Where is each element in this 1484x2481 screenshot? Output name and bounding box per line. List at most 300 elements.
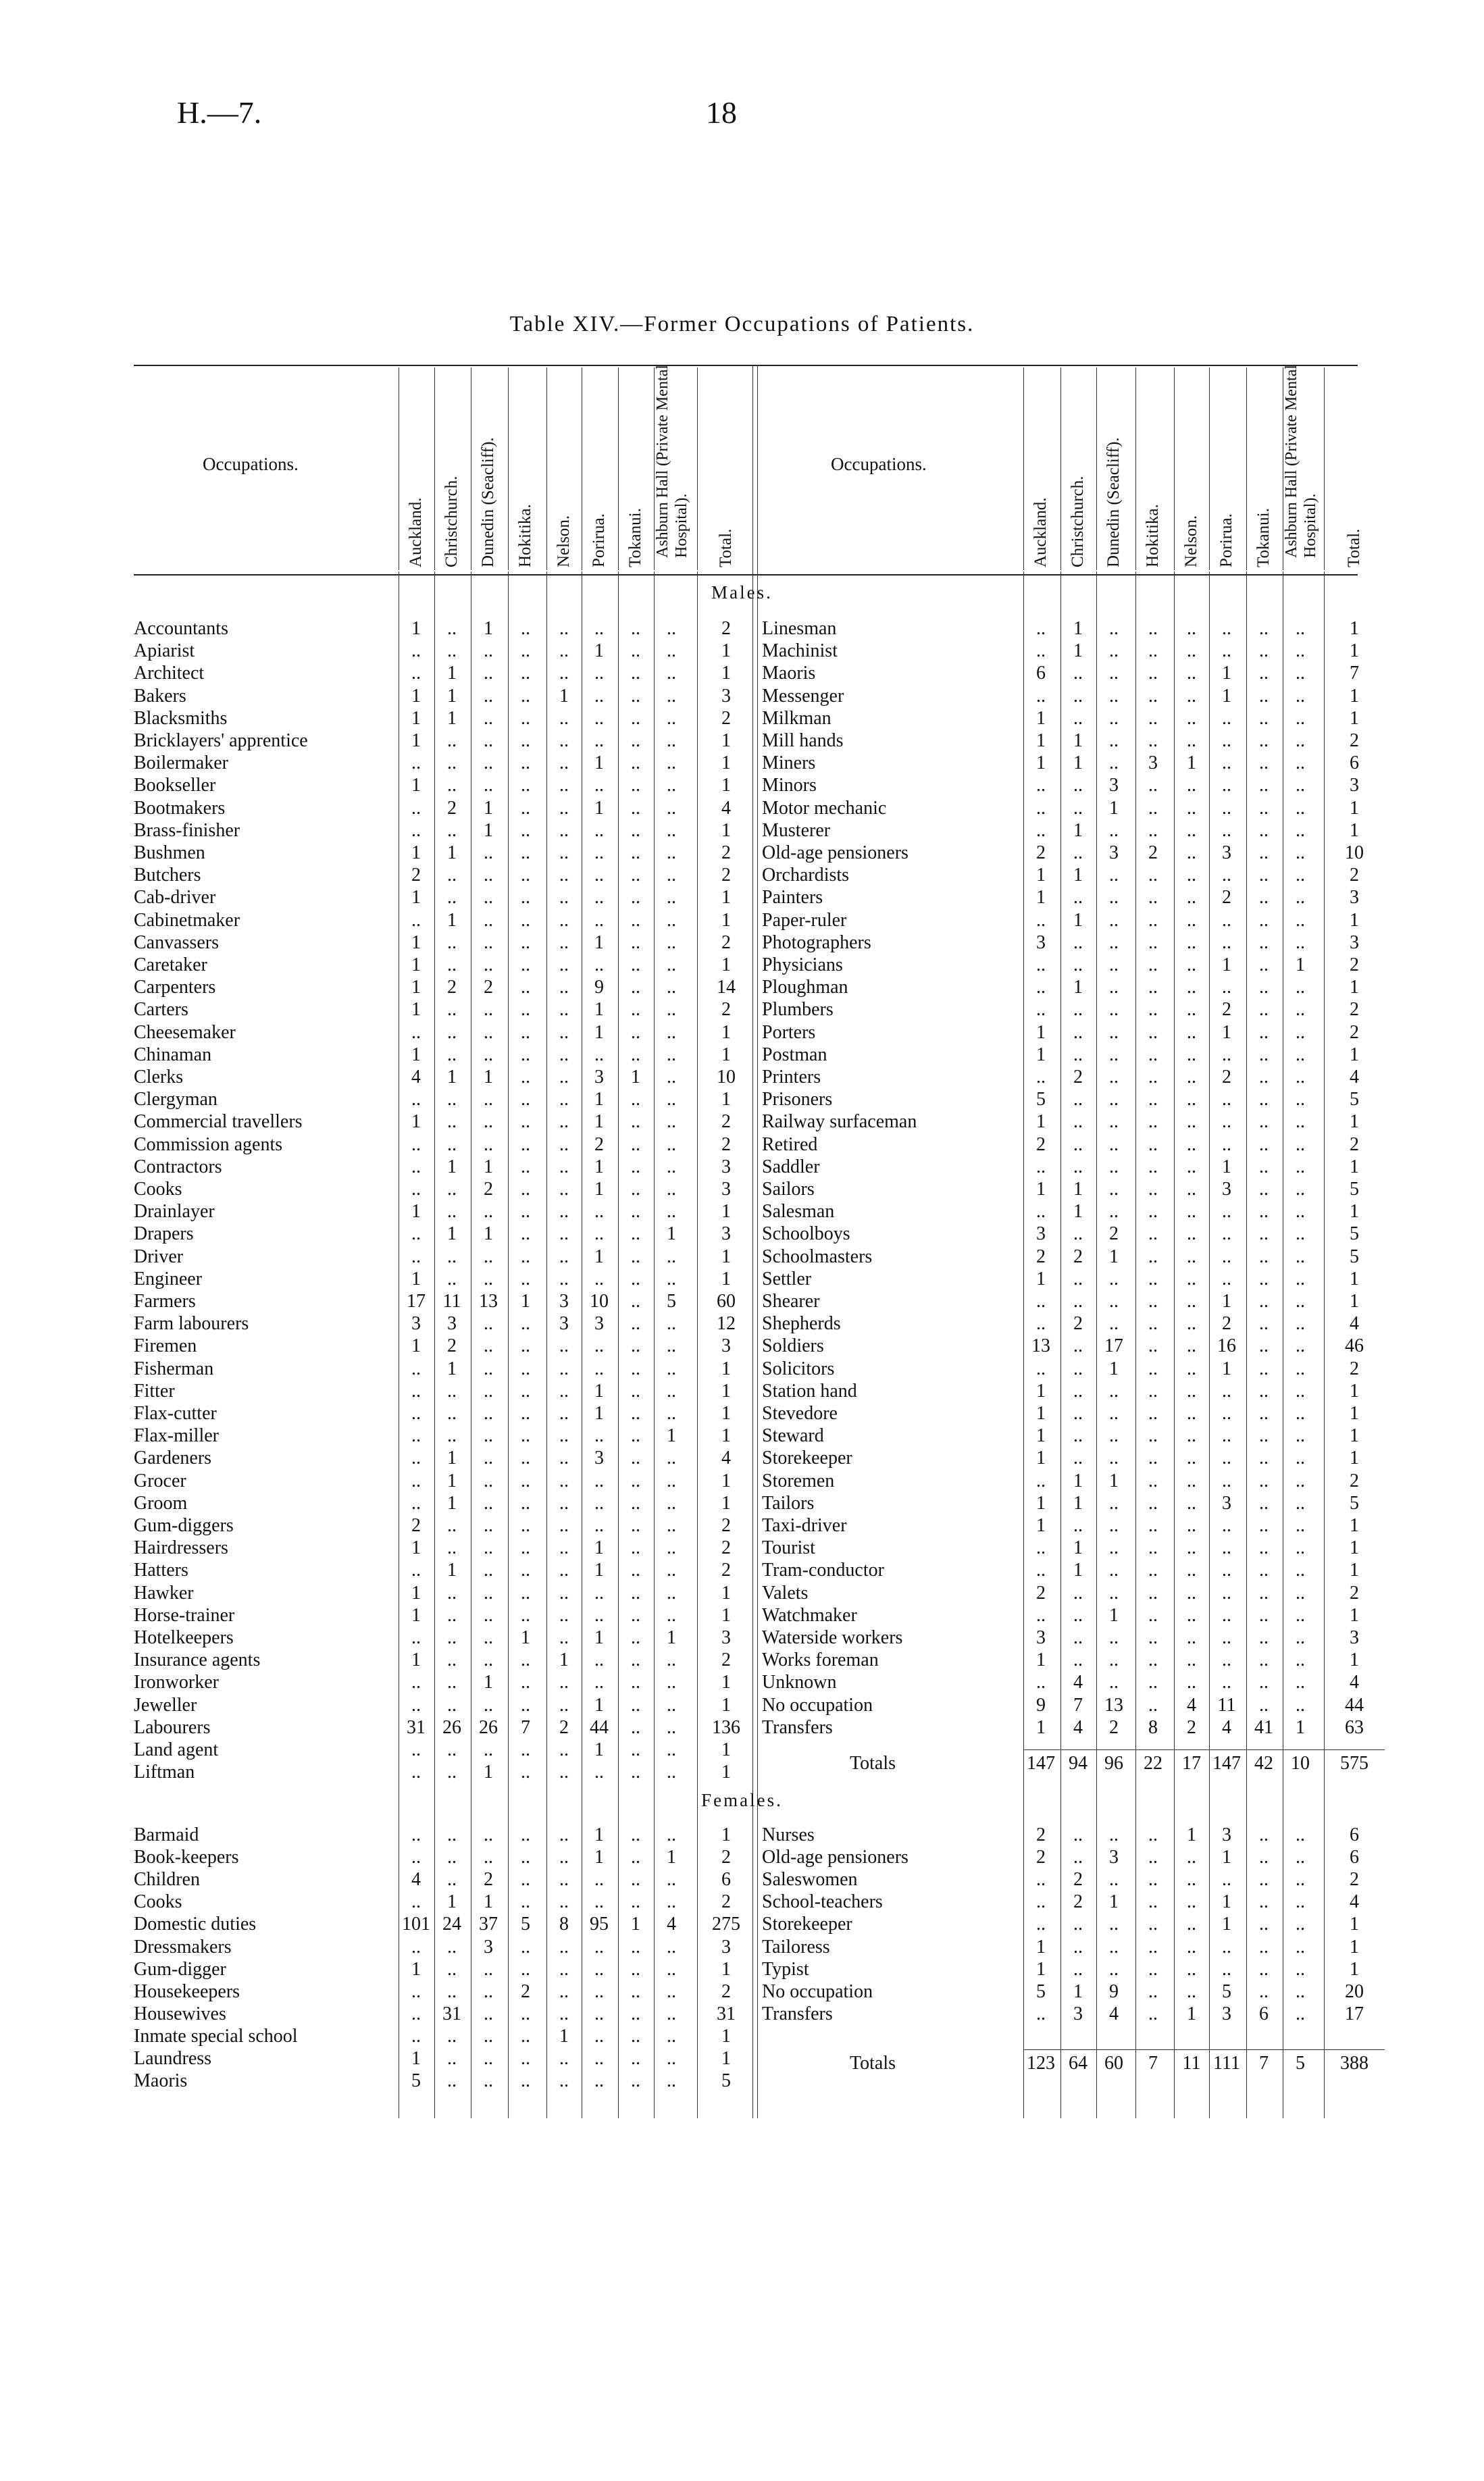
table-cell: 3	[1073, 2003, 1083, 2024]
table-cell: ..	[631, 977, 640, 998]
row-total: 1	[721, 1694, 731, 1716]
table-cell: 1	[1036, 1179, 1046, 1200]
occupations-header-left: Occupations.	[203, 454, 299, 474]
table-cell: ..	[1187, 1089, 1196, 1110]
row-total: 63	[1345, 1716, 1364, 1738]
table-cell: ..	[667, 1380, 676, 1402]
occupation-name: Maoris	[134, 2070, 188, 2092]
table-cell: ..	[1259, 663, 1269, 684]
table-cell: ..	[484, 1089, 493, 1110]
table-cell: ..	[631, 1980, 640, 2002]
table-cell: ..	[631, 2070, 640, 2092]
table-cell: ..	[411, 2003, 421, 2024]
table-cell: ..	[1222, 1425, 1231, 1447]
table-cell: ..	[521, 977, 530, 998]
row-total: 4	[1350, 1313, 1359, 1335]
table-row	[0, 1044, 1484, 1066]
table-cell: ..	[1148, 931, 1158, 953]
table-cell: ..	[631, 1111, 640, 1133]
table-cell: ..	[1187, 977, 1196, 998]
row-total: 1	[1350, 618, 1359, 639]
table-cell: ..	[1148, 865, 1158, 886]
table-cell: ..	[447, 1936, 457, 1958]
table-cell: ..	[411, 1847, 421, 1868]
table-cell: ..	[1073, 1089, 1083, 1110]
table-cell: ..	[1187, 730, 1196, 751]
table-cell: ..	[1296, 1201, 1305, 1223]
table-cell: ..	[484, 1980, 493, 2002]
table-cell: ..	[559, 1223, 569, 1245]
row-total: 4	[721, 797, 731, 819]
occupation-name: Hawker	[134, 1582, 194, 1604]
table-cell: ..	[559, 2003, 569, 2024]
table-cell: ..	[1296, 1604, 1305, 1626]
table-cell: ..	[594, 730, 604, 751]
table-cell: ..	[1296, 1223, 1305, 1245]
table-cell: 1	[411, 1582, 421, 1604]
occupation-name: Paper-ruler	[762, 909, 847, 931]
table-row	[0, 1246, 1484, 1268]
table-cell: ..	[631, 1649, 640, 1671]
table-cell: 1	[484, 1067, 493, 1088]
total-cell: 111	[1213, 2053, 1240, 2074]
table-cell: ..	[1109, 1268, 1119, 1289]
table-cell: ..	[1222, 1223, 1231, 1245]
table-cell: 13	[479, 1291, 498, 1312]
table-cell: ..	[667, 1869, 676, 1891]
table-row	[0, 1980, 1484, 2003]
table-cell: ..	[521, 1335, 530, 1357]
table-cell: ..	[411, 2025, 421, 2047]
occupation-name: Tourist	[762, 1537, 815, 1559]
table-cell: ..	[1073, 1824, 1083, 1845]
table-cell: ..	[594, 1201, 604, 1223]
table-cell: ..	[1109, 1291, 1119, 1312]
table-cell: ..	[594, 1335, 604, 1357]
table-cell: ..	[1148, 797, 1158, 819]
occupation-name: Settler	[762, 1268, 812, 1289]
table-row	[0, 909, 1484, 931]
row-total: 1	[721, 730, 731, 751]
table-cell: 1	[1222, 1021, 1231, 1043]
occupation-name: Boilermaker	[134, 752, 228, 774]
row-total: 3	[721, 1335, 731, 1357]
table-cell: 2	[1222, 887, 1231, 909]
table-cell: ..	[1073, 1604, 1083, 1626]
table-row	[0, 1335, 1484, 1357]
table-cell: ..	[1073, 1914, 1083, 1935]
table-cell: ..	[1148, 2003, 1158, 2024]
table-cell: ..	[484, 2048, 493, 2069]
table-cell: 2	[484, 977, 493, 998]
table-cell: 1	[447, 1067, 457, 1088]
table-cell: 3	[411, 1313, 421, 1335]
table-cell: 1	[411, 954, 421, 975]
occupation-name: Tailoress	[762, 1936, 830, 1958]
table-cell: ..	[1259, 842, 1269, 863]
grand-total: 575	[1340, 1753, 1368, 1774]
table-cell: ..	[1222, 1515, 1231, 1536]
occupation-name: Gum-digger	[134, 1958, 226, 1980]
occupation-name: Painters	[762, 887, 823, 909]
table-cell: ..	[1073, 707, 1083, 729]
table-cell: ..	[1109, 1179, 1119, 1200]
table-cell: ..	[484, 887, 493, 909]
table-cell: 2	[447, 977, 457, 998]
table-cell: ..	[667, 1582, 676, 1604]
table-cell: ..	[667, 1891, 676, 1913]
row-total: 1	[1350, 1291, 1359, 1312]
table-cell: ..	[1222, 1089, 1231, 1110]
table-row	[0, 1358, 1484, 1380]
occupation-name: Accountants	[134, 618, 228, 639]
row-total: 5	[1350, 1089, 1359, 1110]
table-cell: 2	[1187, 1716, 1196, 1738]
table-cell: 6	[1036, 663, 1046, 684]
table-row	[0, 685, 1484, 707]
table-cell: ..	[1073, 1582, 1083, 1604]
table-cell: ..	[1148, 1604, 1158, 1626]
column-header-right	[1324, 367, 1385, 570]
table-cell: 26	[442, 1716, 461, 1738]
table-cell: 5	[667, 1291, 676, 1312]
table-cell: ..	[1148, 1891, 1158, 1913]
total-cell: 94	[1069, 1753, 1088, 1774]
table-cell: ..	[1296, 1958, 1305, 1980]
table-cell: 1	[484, 1672, 493, 1693]
table-cell: ..	[594, 2003, 604, 2024]
table-cell: ..	[484, 1335, 493, 1357]
table-cell: ..	[411, 1021, 421, 1043]
table-cell: ..	[484, 1824, 493, 1845]
table-cell: ..	[1148, 909, 1158, 931]
table-cell: ..	[1073, 1936, 1083, 1958]
row-total: 2	[721, 1891, 731, 1913]
table-cell: 1	[594, 1560, 604, 1581]
table-cell: 1	[1222, 1914, 1231, 1935]
section-label-males: Males.	[711, 582, 773, 603]
table-cell: ..	[1259, 685, 1269, 707]
table-cell: 4	[1222, 1716, 1231, 1738]
table-cell: ..	[667, 865, 676, 886]
table-cell: ..	[1222, 1201, 1231, 1223]
table-cell: ..	[594, 1936, 604, 1958]
column-header-left	[618, 367, 654, 570]
occupation-name: Shepherds	[762, 1313, 841, 1335]
row-total: 1	[1350, 1649, 1359, 1671]
table-cell: ..	[1296, 752, 1305, 774]
table-cell: ..	[631, 1891, 640, 1913]
table-cell: ..	[1148, 1980, 1158, 2002]
row-total: 1	[721, 1246, 731, 1267]
table-cell: ..	[1296, 1403, 1305, 1424]
occupation-name: Cab-driver	[134, 887, 216, 909]
table-cell: ..	[1259, 1111, 1269, 1133]
grand-total: 388	[1340, 2053, 1368, 2074]
table-cell: ..	[1036, 640, 1046, 662]
table-cell: ..	[594, 954, 604, 975]
occupation-name: Schoolboys	[762, 1223, 850, 1245]
table-cell: ..	[1148, 1672, 1158, 1693]
table-cell: 1	[1036, 1492, 1046, 1514]
totals-rule	[1023, 2049, 1385, 2050]
table-cell: ..	[1296, 1847, 1305, 1868]
table-cell: ..	[1109, 1201, 1119, 1223]
table-cell: ..	[559, 752, 569, 774]
table-cell: ..	[484, 1739, 493, 1760]
table-cell: ..	[521, 1268, 530, 1289]
table-cell: ..	[1148, 1067, 1158, 1088]
table-cell: ..	[484, 909, 493, 931]
table-cell: ..	[447, 618, 457, 639]
table-cell: ..	[1148, 1111, 1158, 1133]
table-cell: ..	[1259, 1869, 1269, 1891]
table-cell: ..	[447, 931, 457, 953]
table-cell: ..	[484, 707, 493, 729]
table-cell: ..	[447, 640, 457, 662]
table-row	[0, 931, 1484, 954]
row-total: 4	[1350, 1067, 1359, 1088]
table-cell: ..	[1222, 640, 1231, 662]
table-cell: ..	[447, 1869, 457, 1891]
table-cell: 1	[1073, 865, 1083, 886]
table-cell: ..	[1296, 1869, 1305, 1891]
table-cell: ..	[521, 931, 530, 953]
table-cell: ..	[484, 1560, 493, 1581]
table-cell: 1	[1036, 1448, 1046, 1469]
occupation-name: Barmaid	[134, 1824, 199, 1845]
table-cell: ..	[631, 775, 640, 796]
table-cell: ..	[1222, 931, 1231, 953]
table-cell: 1	[1036, 752, 1046, 774]
column-header-left	[434, 367, 470, 570]
table-cell: 1	[447, 1560, 457, 1581]
occupation-name: Domestic duties	[134, 1914, 257, 1935]
occupation-name: Ploughman	[762, 977, 848, 998]
table-cell: ..	[1296, 842, 1305, 863]
occupation-name: Drainlayer	[134, 1201, 215, 1223]
row-total: 1	[1350, 1380, 1359, 1402]
table-row	[0, 976, 1484, 998]
table-cell: ..	[631, 1958, 640, 1980]
table-row	[0, 1868, 1484, 1891]
table-cell: 4	[411, 1869, 421, 1891]
row-total: 1	[1350, 797, 1359, 819]
table-cell: ..	[411, 1425, 421, 1447]
table-cell: ..	[1148, 1649, 1158, 1671]
table-cell: 1	[411, 1268, 421, 1289]
table-cell: ..	[1036, 954, 1046, 975]
table-cell: 8	[559, 1914, 569, 1935]
table-cell: ..	[1109, 1627, 1119, 1648]
row-total: 6	[721, 1869, 731, 1891]
table-cell: 1	[1296, 954, 1305, 975]
table-cell: ..	[1148, 1403, 1158, 1424]
table-cell: ..	[667, 1021, 676, 1043]
table-cell: ..	[1259, 707, 1269, 729]
row-total: 1	[721, 1604, 731, 1626]
table-cell: ..	[1187, 1179, 1196, 1200]
table-cell: ..	[521, 1762, 530, 1783]
table-cell: ..	[1109, 1824, 1119, 1845]
table-cell: ..	[631, 1268, 640, 1289]
row-total: 1	[721, 663, 731, 684]
table-cell: ..	[1259, 1201, 1269, 1223]
table-cell: ..	[667, 1403, 676, 1424]
table-row	[0, 1936, 1484, 1958]
table-cell: ..	[667, 1089, 676, 1110]
table-cell: ..	[594, 1268, 604, 1289]
row-total: 1	[1350, 977, 1359, 998]
table-cell: ..	[667, 1470, 676, 1491]
table-cell: ..	[1148, 1492, 1158, 1514]
table-cell: ..	[1259, 1156, 1269, 1177]
table-cell: ..	[1073, 1133, 1083, 1155]
table-cell: ..	[1296, 887, 1305, 909]
table-cell: 1	[594, 1089, 604, 1110]
table-cell: ..	[521, 1537, 530, 1559]
table-cell: ..	[1222, 1958, 1231, 1980]
table-cell: ..	[559, 1111, 569, 1133]
table-cell: ..	[1148, 618, 1158, 639]
table-cell: ..	[484, 954, 493, 975]
table-cell: 1	[594, 1021, 604, 1043]
table-row	[0, 864, 1484, 886]
table-cell: ..	[1222, 819, 1231, 841]
table-cell: ..	[411, 1492, 421, 1514]
table-cell: ..	[667, 1739, 676, 1760]
table-cell: ..	[559, 909, 569, 931]
table-cell: ..	[1073, 1111, 1083, 1133]
table-cell: ..	[1259, 954, 1269, 975]
occupations-header-right: Occupations.	[831, 454, 927, 474]
table-cell: ..	[1296, 1672, 1305, 1693]
table-cell: ..	[411, 1694, 421, 1716]
table-cell: 2	[1036, 842, 1046, 863]
table-cell: ..	[1109, 1089, 1119, 1110]
table-cell: ..	[521, 999, 530, 1021]
table-cell: ..	[559, 1268, 569, 1289]
table-cell: ..	[411, 819, 421, 841]
table-cell: ..	[1222, 1246, 1231, 1267]
occupation-name: Miners	[762, 752, 816, 774]
table-cell: ..	[559, 618, 569, 639]
table-cell: 1	[1222, 1156, 1231, 1177]
table-cell: 3	[1222, 1492, 1231, 1514]
table-cell: ..	[1296, 1111, 1305, 1133]
row-total: 1	[721, 819, 731, 841]
column-header-left	[546, 367, 582, 570]
table-cell: ..	[1109, 819, 1119, 841]
table-cell: ..	[667, 1694, 676, 1716]
table-cell: 1	[447, 1448, 457, 1469]
table-row	[0, 1156, 1484, 1178]
table-cell: 1	[1073, 618, 1083, 639]
table-cell: ..	[1259, 1223, 1269, 1245]
row-total: 1	[1350, 1403, 1359, 1424]
table-cell: ..	[1296, 819, 1305, 841]
table-cell: ..	[1259, 819, 1269, 841]
occupation-name: Old-age pensioners	[762, 1847, 909, 1868]
table-cell: ..	[521, 887, 530, 909]
table-row	[0, 842, 1484, 864]
table-cell: ..	[559, 1739, 569, 1760]
table-cell: 1	[1222, 685, 1231, 707]
table-cell: ..	[631, 1515, 640, 1536]
table-cell: 7	[1073, 1694, 1083, 1716]
table-row	[0, 1290, 1484, 1312]
table-cell: 1	[1036, 1044, 1046, 1065]
occupation-name: Insurance agents	[134, 1649, 261, 1671]
occupation-name: Chinaman	[134, 1044, 212, 1065]
table-cell: ..	[1073, 1335, 1083, 1357]
row-total: 2	[1350, 865, 1359, 886]
table-cell: ..	[1148, 1914, 1158, 1935]
row-total: 1	[1350, 1604, 1359, 1626]
table-cell: ..	[1187, 1246, 1196, 1267]
occupation-name: Saddler	[762, 1156, 820, 1177]
row-total: 2	[1350, 730, 1359, 751]
table-cell: ..	[521, 1672, 530, 1693]
table-cell: ..	[1259, 1403, 1269, 1424]
table-cell: ..	[1036, 819, 1046, 841]
row-total: 1	[1350, 909, 1359, 931]
table-cell: ..	[667, 1246, 676, 1267]
row-total: 1	[721, 1358, 731, 1379]
row-total: 1	[721, 1425, 731, 1447]
table-cell: ..	[1148, 999, 1158, 1021]
table-cell: ..	[447, 999, 457, 1021]
occupation-name: Laundress	[134, 2048, 212, 2069]
table-cell: ..	[1148, 1582, 1158, 1604]
table-cell: ..	[1222, 1560, 1231, 1581]
table-row	[0, 1088, 1484, 1110]
table-cell: ..	[1109, 1560, 1119, 1581]
table-cell: ..	[447, 1425, 457, 1447]
table-cell: ..	[411, 1380, 421, 1402]
table-cell: 1	[1036, 1716, 1046, 1738]
row-total: 1	[721, 954, 731, 975]
table-row	[0, 774, 1484, 796]
table-cell: ..	[667, 1044, 676, 1065]
table-cell: ..	[1296, 1089, 1305, 1110]
table-cell: 1	[1109, 1604, 1119, 1626]
table-cell: ..	[631, 1537, 640, 1559]
table-cell: ..	[559, 1179, 569, 1200]
table-cell: 1	[559, 2025, 569, 2047]
table-cell: ..	[447, 1739, 457, 1760]
table-cell: ..	[594, 1649, 604, 1671]
occupation-name: Driver	[134, 1246, 184, 1267]
row-total: 3	[721, 1627, 731, 1648]
table-cell: ..	[521, 909, 530, 931]
table-cell: ..	[1259, 977, 1269, 998]
table-cell: ..	[594, 1582, 604, 1604]
table-cell: ..	[1148, 1044, 1158, 1065]
table-cell: ..	[1073, 1223, 1083, 1245]
row-total: 5	[1350, 1492, 1359, 1514]
table-cell: 1	[411, 1335, 421, 1357]
table-cell: ..	[667, 1179, 676, 1200]
table-cell: ..	[411, 1891, 421, 1913]
table-cell: ..	[1296, 1358, 1305, 1379]
table-cell: ..	[1073, 931, 1083, 953]
occupation-name: Apiarist	[134, 640, 195, 662]
table-cell: ..	[594, 2070, 604, 2092]
table-cell: ..	[667, 1448, 676, 1469]
table-cell: ..	[1222, 618, 1231, 639]
table-row	[0, 640, 1484, 662]
